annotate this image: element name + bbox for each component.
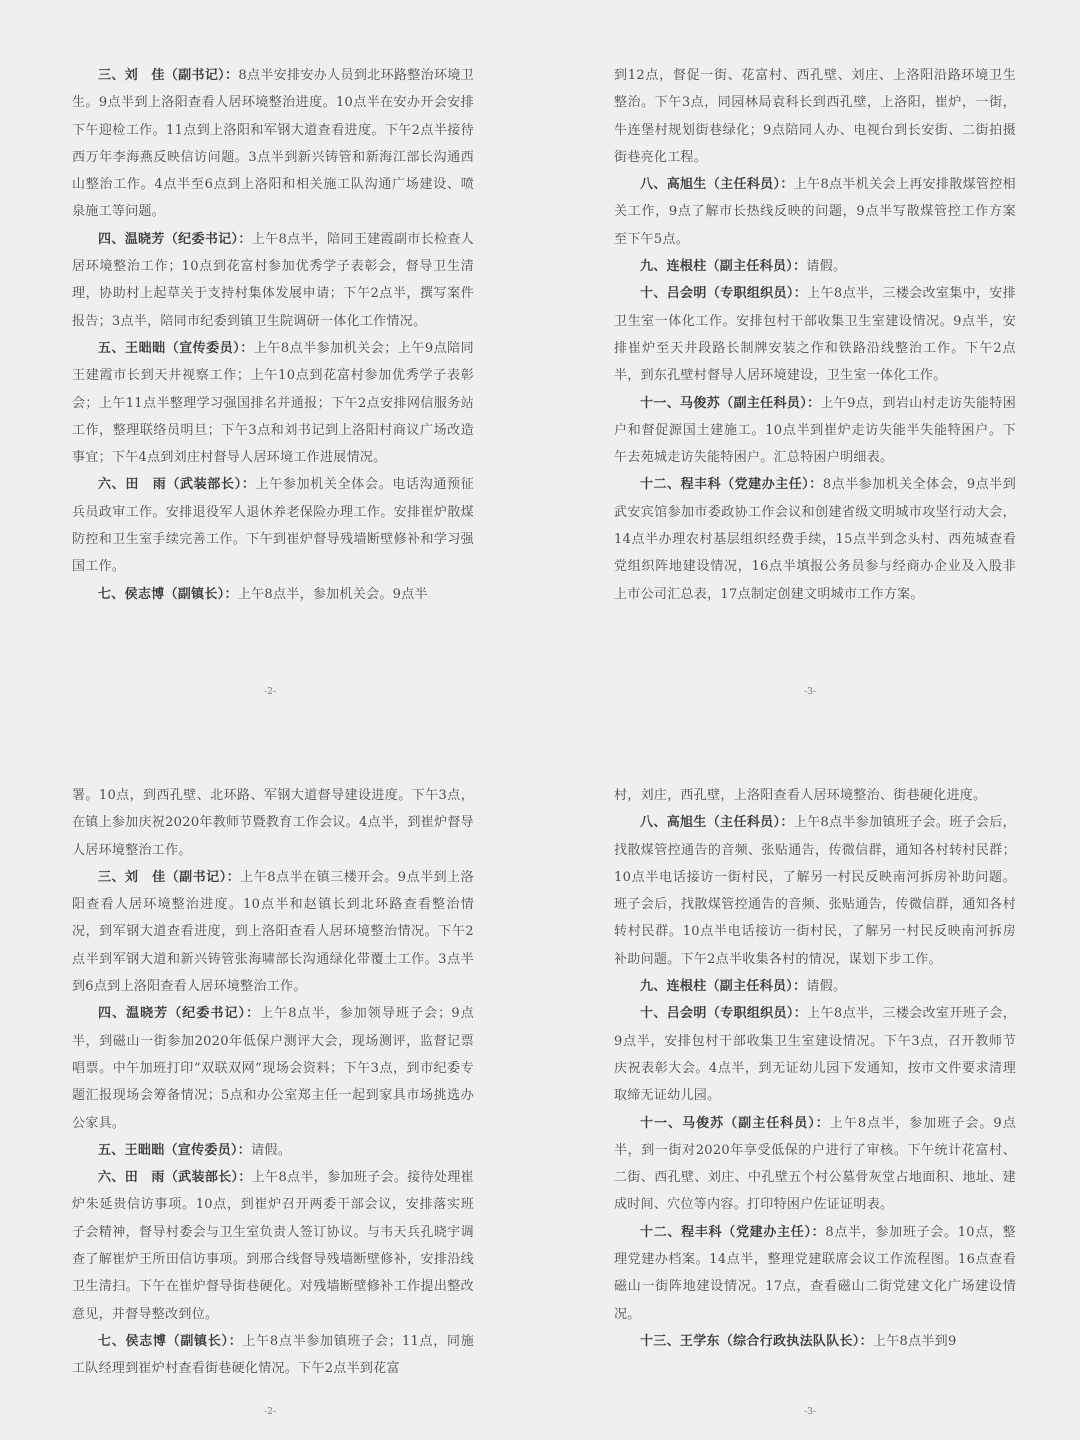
paragraph-body: 上午8点半，参加机关会。9点半 — [237, 586, 428, 602]
paragraph-body: 署。10点，到西孔壁、北环路、军钢大道督导建设进度。下午3点，在镇上参加庆祝2020年教师节暨教育工作会议。4点半，到崔炉督导人居环境整治工作。 — [72, 788, 474, 858]
paragraph-body: 上午8点半，参加班子会。接待处理崔炉朱延贵信访事项。10点，到崔炉召开两委干部会议，安排落实班子会精神，督导村委会与卫生室负责人签订协议。与韦天兵孔晓宇调查了解崔炉王所田信访事项。到邢合线督导残墙断壁修补，安排沿线卫生清扫。下午在崔炉督导街巷硬化。对残墙断壁修补工作提出整改意见，并督导整改到位。 — [72, 1170, 474, 1322]
person-heading: 七、侯志博（副镇长）： — [98, 586, 238, 602]
person-heading: 三、刘 佳（副书记）： — [98, 68, 239, 83]
paragraph-body: 上午8点半在镇三楼开会。9点半到上洛阳查看人居环境整治进度。10点半和赵镇长到北环路查看整治情况，到军钢大道查看进度，到上洛阳查看人居环境整治情况。下午2点半到军钢大道和新兴铸管张海啸部长沟通绿化带覆土工作。3点半到6点到上洛阳查看人居环境整治工作。 — [72, 869, 474, 995]
paragraph-body: 到12点，督促一街、花富村、西孔壁、刘庄、上洛阳沿路环境卫生整治。下午3点，同园林局袁科长到西孔壁，上洛阳，崔炉，一街，牛连堡村规划街巷绿化；9点陪同人办、电视台到长安街、二街拍摄街巷亮化工程。 — [614, 68, 1016, 165]
person-heading: 十二、程丰科（党建办主任）： — [640, 477, 823, 493]
person-heading: 十一、马俊苏（副主任科员）： — [640, 395, 821, 411]
paragraph-body: 上午8点半参加镇班子会。班子会后，找散煤管控通告的音频、张贴通告，传微信群，通知各村转村民群；10点半电话接访一街村民，了解另一村民反映南河拆房补助问题。班子会后，找散煤管控通告的音频、张贴通告，传微信群，通知各村转村民群。10点半电话接访一街村民，了解另一村民反映南河拆房补助问题。下午2点半收集各村的情况，谋划下步工作。 — [614, 815, 1016, 967]
page-text — [614, 782, 1016, 1355]
paragraph-body: 上午8点半，陪同王建霞副市长检查人居环境整治工作；10点到花富村参加优秀学子表彰会，督导卫生清理，协助村上起草关于支持村集体发展申请；下午2点半，撰写案件报告；3点半，陪同市纪委到镇卫生院调研一体化工作情况。 — [72, 231, 474, 329]
person-heading: 十、吕会明（专职组织员）： — [640, 1006, 808, 1022]
paragraph — [72, 864, 474, 1000]
person-heading: 八、高旭生（主任科员）： — [640, 815, 794, 831]
person-heading: 三、刘 佳（副书记）： — [98, 869, 241, 885]
person-heading: 十二、程丰科（党建办主任）： — [640, 1224, 826, 1240]
person-heading: 十、吕会明（专职组织员）： — [640, 286, 808, 302]
person-heading: 九、连根柱（副主任科员）： — [640, 979, 807, 995]
person-heading: 十三、王学东（综合行政执法队队长）： — [640, 1333, 873, 1349]
paragraph-body: 上午参加机关全体会。电话沟通预征兵员政审工作。安排退役军人退休养老保险办理工作。安排崔炉散煤防控和卫生室手续完善工作。下午到崔炉督导残墙断壁修补和学习强国工作。 — [72, 477, 474, 575]
document-page-2 — [540, 0, 1080, 720]
paragraph — [72, 1000, 474, 1136]
page-number: -3- — [804, 1407, 816, 1417]
paragraph — [614, 253, 1016, 280]
paragraph — [72, 782, 474, 864]
paragraph — [72, 1137, 474, 1164]
paragraph — [72, 62, 474, 226]
paragraph-body: 上午8点半参加机关会；上午9点陪同王建霞市长到天井视察工作；上午10点到花富村参加优秀学子表彰会；上午11点半整理学习强国排名并通报；下午2点安排网信服务站工作，整理联络员明旦；下午3点和刘书记到上洛阳村商议广场改造事宜；下午4点到刘庄村督导人居环境工作进展情况。 — [72, 340, 474, 466]
paragraph — [72, 581, 474, 608]
paragraph-body: 上午8点半，三楼会改室开班子会，9点半，安排包村干部收集卫生室建设情况。下午3点，召开教师节庆祝表彰大会。4点半，到无证幼儿园下发通知，按市文件要求清理取缔无证幼儿园。 — [614, 1006, 1016, 1104]
page-text — [614, 62, 1016, 608]
paragraph-body: 上午8点半，参加班子会。9点半，到一街对2020年享受低保的户进行了审核。下午统计花富村、二街、西孔壁、刘庄、中孔壁五个村公墓骨灰堂占地面积、地址、建成时间、穴位等内容。打印特困户佐证证明表。 — [614, 1115, 1016, 1213]
person-heading: 九、连根柱（副主任科员）： — [640, 259, 807, 275]
paragraph — [614, 809, 1016, 973]
paragraph — [72, 335, 474, 471]
paragraph-body: 请假。 — [251, 1142, 292, 1158]
paragraph-body: 上午8点半机关会上再安排散煤管控相关工作，9点了解市长热线反映的问题，9点半写散煤管控工作方案至下午5点。 — [614, 177, 1016, 247]
paragraph — [614, 1219, 1016, 1328]
paragraph — [72, 226, 474, 335]
paragraph-body: 上午8点半参加镇班子会；11点，同施工队经理到崔炉村查看街巷硬化情况。下午2点半到花富 — [72, 1333, 474, 1377]
person-heading: 六、田 雨（武装部长）： — [98, 1170, 252, 1186]
paragraph — [72, 1164, 474, 1328]
paragraph — [614, 280, 1016, 389]
document-page-3 — [0, 720, 540, 1440]
paragraph-body: 上午9点，到岩山村走访失能特困户和督促源国土建施工。10点半到崔炉走访失能半失能特困户。下午去苑城走访失能特困户。汇总特困户明细表。 — [614, 395, 1016, 466]
document-page-1 — [0, 0, 540, 720]
paragraph — [614, 973, 1016, 1000]
person-heading: 六、田 雨（武装部长）： — [98, 477, 256, 493]
paragraph — [614, 782, 1016, 809]
paragraph-body: 请假。 — [806, 259, 847, 275]
page-text — [72, 782, 474, 1383]
person-heading: 十一、马俊苏（副主任科员）： — [640, 1115, 830, 1131]
person-heading: 四、温晓芳（纪委书记）： — [98, 1006, 261, 1022]
paragraph — [614, 1000, 1016, 1109]
paragraph-body: 请假。 — [806, 979, 847, 995]
paragraph — [614, 390, 1016, 472]
person-heading: 八、高旭生（主任科员）： — [640, 177, 794, 193]
person-heading: 五、王昢昢（宣传委员）： — [98, 340, 254, 356]
paragraph-body: 上午8点半到9 — [872, 1333, 957, 1349]
person-heading: 七、侯志博（副镇长）： — [98, 1333, 243, 1349]
paragraph — [614, 171, 1016, 253]
paragraph-body: 8点半安排安办人员到北环路整治环境卫生。9点半到上洛阳查看人居环境整治进度。10点半在安办开会安排下午迎检工作。11点到上洛阳和军钢大道查看进度。下午2点半接待西万年李海燕反映信访问题。3点半到新兴铸管和新海江部长沟通西山整治工作。4点半至6点到上洛阳和相关施工队沟通广场建设、喷泉施工等问题。 — [72, 68, 474, 220]
paragraph-body: 上午8点半，参加领导班子会；9点半，到磁山一街参加2020年低保户测评大会，现场测评，监督记票唱票。中午加班打印“双联双网”现场会资料；下午3点，到市纪委专题汇报现场会筹备情况；5点和办公室郑主任一起到家具市场挑选办公家具。 — [72, 1006, 474, 1131]
paragraph-body: 8点半参加机关全体会，9点半到武安宾馆参加市委政协工作会议和创建省级文明城市攻坚行动大会，14点半办理农村基层组织经费手续，15点半到念头村、西苑城查看党组织阵地建设情况，16点半填报公务员参与经商办企业及入股非上市公司汇总表，17点制定创建文明城市工作方案。 — [614, 477, 1016, 602]
paragraph-body: 8点半，参加班子会。10点，整理党建办档案。14点半，整理党建联席会议工作流程图。16点查看磁山一街阵地建设情况。17点，查看磁山二街党建文化广场建设情况。 — [614, 1224, 1016, 1322]
page-text — [72, 62, 474, 608]
page-number: -2- — [264, 687, 276, 697]
person-heading: 五、王昢昢（宣传委员）： — [98, 1142, 252, 1158]
paragraph — [614, 1328, 1016, 1355]
paragraph — [72, 1328, 474, 1383]
page-number: -3- — [804, 687, 816, 697]
page-number: -2- — [264, 1407, 276, 1417]
document-page-4 — [540, 720, 1080, 1440]
paragraph-body: 上午8点半，三楼会改室集中，安排卫生室一体化工作。安排包村干部收集卫生室建设情况。9点半，安排崔炉至天井段路长制牌安装之作和铁路沿线整治工作。下午2点半，到东孔壁村督导人居环境建设，卫生室一体化工作。 — [614, 286, 1016, 384]
paragraph — [614, 471, 1016, 607]
paragraph-body: 村，刘庄，西孔壁，上洛阳查看人居环境整治、街巷硬化进度。 — [614, 788, 987, 803]
person-heading: 四、温晓芳（纪委书记）： — [98, 231, 252, 247]
paragraph — [614, 62, 1016, 171]
paragraph — [614, 1110, 1016, 1219]
paragraph — [72, 471, 474, 580]
